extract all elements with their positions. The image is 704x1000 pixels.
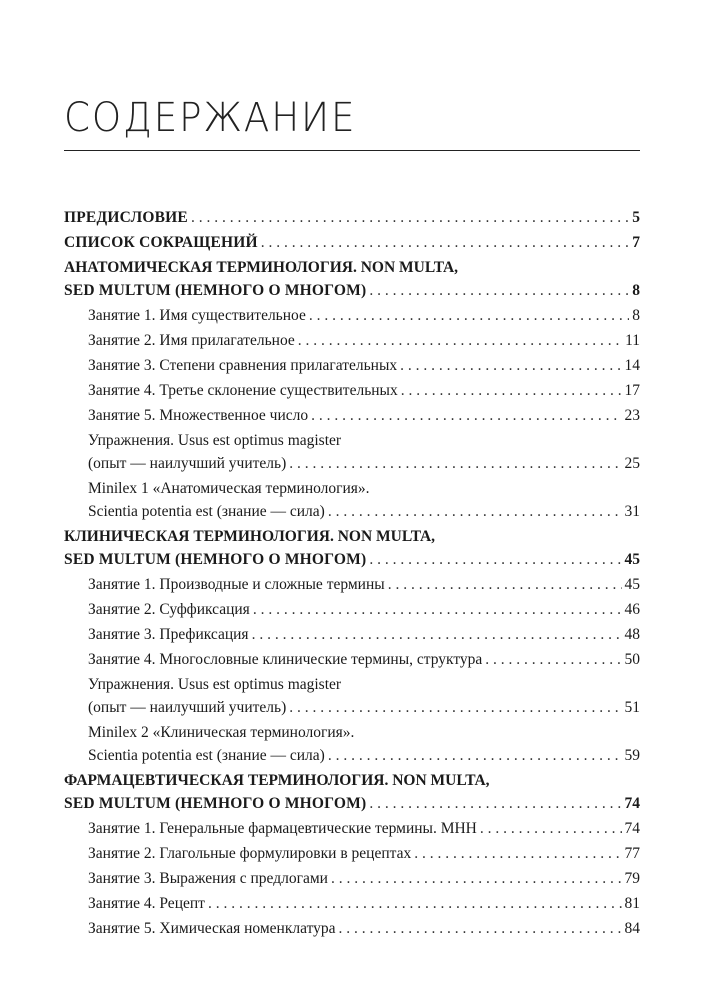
dot-leader: [388, 573, 622, 596]
dot-leader: [414, 842, 621, 865]
toc-subentry[interactable]: [88, 917, 640, 940]
toc-subentry[interactable]: [88, 721, 640, 767]
toc-section-entry[interactable]: [64, 231, 640, 254]
toc-entry-title: SED MULTUM (НЕМНОГО О МНОГОМ): [64, 282, 367, 299]
toc-subentry[interactable]: [88, 379, 640, 402]
dot-leader: [369, 792, 621, 815]
toc-subentry[interactable]: [88, 404, 640, 427]
toc-page-number: 14: [624, 357, 640, 374]
toc-subentry[interactable]: [88, 842, 640, 865]
dot-leader: [339, 917, 622, 940]
dot-leader: [328, 744, 622, 767]
toc-subentry[interactable]: [88, 477, 640, 523]
toc-entry-title: Занятие 3. Префиксация: [88, 626, 249, 643]
toc-page-number: 79: [624, 870, 640, 887]
dot-leader: [191, 206, 629, 229]
toc-subentry[interactable]: [88, 817, 640, 840]
toc-subentry[interactable]: [88, 623, 640, 646]
toc-page-number: 45: [624, 576, 640, 593]
toc-entry-title: Занятие 5. Множественное число: [88, 407, 309, 424]
dot-leader: [208, 892, 622, 915]
toc-entry-title-line: КЛИНИЧЕСКАЯ ТЕРМИНОЛОГИЯ. NON MULTA,: [64, 528, 436, 545]
toc-page-number: 7: [632, 234, 640, 251]
toc-entry-title: ПРЕДИСЛОВИЕ: [64, 209, 188, 226]
toc-entry-title-line: АНАТОМИЧЕСКАЯ ТЕРМИНОЛОГИЯ. NON MULTA,: [64, 259, 459, 276]
toc-entry-title: SED MULTUM (НЕМНОГО О МНОГОМ): [64, 551, 367, 568]
title-rule: [64, 150, 640, 151]
toc-entry-title: SED MULTUM (НЕМНОГО О МНОГОМ): [64, 795, 367, 812]
toc-subentry[interactable]: [88, 648, 640, 671]
table-of-contents: [64, 206, 640, 942]
dot-leader: [328, 500, 622, 523]
dot-leader: [369, 548, 621, 571]
dot-leader: [252, 623, 622, 646]
toc-entry-title: СПИСОК СОКРАЩЕНИЙ: [64, 234, 258, 251]
toc-entry-title: Занятие 4. Рецепт: [88, 895, 205, 912]
dot-leader: [309, 304, 629, 327]
toc-entry-title: Занятие 4. Третье склонение существительных: [88, 382, 398, 399]
toc-page-number: 46: [624, 601, 640, 618]
toc-entry-title: Занятие 3. Выражения с предлогами: [88, 870, 328, 887]
dot-leader: [289, 696, 621, 719]
dot-leader: [401, 379, 622, 402]
toc-page-number: 84: [624, 920, 640, 937]
toc-page-number: 8: [632, 307, 640, 324]
toc-section-entry[interactable]: [64, 769, 640, 815]
dot-leader: [289, 452, 621, 475]
toc-page-number: 5: [632, 209, 640, 226]
toc-entry-title: Занятие 2. Суффиксация: [88, 601, 250, 618]
toc-subentry[interactable]: [88, 673, 640, 719]
page-title: СОДЕРЖАНИЕ: [64, 95, 357, 141]
toc-page-number: 31: [624, 503, 640, 520]
toc-entry-title: Занятие 1. Имя существительное: [88, 307, 306, 324]
dot-leader: [369, 279, 629, 302]
dot-leader: [331, 867, 622, 890]
toc-page-number: 48: [624, 626, 640, 643]
toc-page-number: 74: [624, 795, 640, 812]
toc-page-number: 81: [624, 895, 640, 912]
toc-page-number: 45: [624, 551, 640, 568]
toc-entry-title: Занятие 3. Степени сравнения прилагательных: [88, 357, 398, 374]
toc-page-number: 11: [625, 332, 640, 349]
toc-entry-title: Занятие 5. Химическая номенклатура: [88, 920, 336, 937]
toc-subentry[interactable]: [88, 429, 640, 475]
toc-subentry[interactable]: [88, 892, 640, 915]
toc-entry-title: Занятие 1. Производные и сложные термины: [88, 576, 385, 593]
dot-leader: [485, 648, 621, 671]
toc-page-number: 77: [624, 845, 640, 862]
toc-subentry[interactable]: [88, 304, 640, 327]
toc-page-number: 8: [632, 282, 640, 299]
toc-entry-title: Занятие 4. Многословные клинические термины, структура: [88, 651, 483, 668]
dot-leader: [261, 231, 629, 254]
toc-entry-title-line: Minilex 1 «Анатомическая терминология».: [88, 480, 370, 497]
dot-leader: [298, 329, 622, 352]
toc-page-number: 74: [624, 820, 640, 837]
toc-entry-title: (опыт — наилучший учитель): [88, 455, 287, 472]
toc-section-entry[interactable]: [64, 525, 640, 571]
toc-entry-title: Scientia potentia est (знание — сила): [88, 503, 325, 520]
toc-page-number: 51: [624, 699, 640, 716]
toc-section-entry[interactable]: [64, 256, 640, 302]
toc-page-number: 25: [624, 455, 640, 472]
toc-subentry[interactable]: [88, 329, 640, 352]
dot-leader: [253, 598, 622, 621]
toc-entry-title: Scientia potentia est (знание — сила): [88, 747, 325, 764]
toc-entry-title: (опыт — наилучший учитель): [88, 699, 287, 716]
toc-page-number: 50: [624, 651, 640, 668]
dot-leader: [311, 404, 621, 427]
toc-entry-title: Занятие 2. Глагольные формулировки в рецептах: [88, 845, 412, 862]
toc-subentry[interactable]: [88, 598, 640, 621]
toc-subentry[interactable]: [88, 573, 640, 596]
toc-entry-title-line: ФАРМАЦЕВТИЧЕСКАЯ ТЕРМИНОЛОГИЯ. NON MULTA,: [64, 772, 490, 789]
toc-entry-title-line: Упражнения. Usus est optimus magister: [88, 676, 342, 693]
toc-section-entry[interactable]: [64, 206, 640, 229]
toc-subentry[interactable]: [88, 354, 640, 377]
toc-page-number: 23: [624, 407, 640, 424]
toc-entry-title: Занятие 1. Генеральные фармацевтические термины. МНН: [88, 820, 477, 837]
toc-entry-title: Занятие 2. Имя прилагательное: [88, 332, 295, 349]
dot-leader: [400, 354, 621, 377]
toc-page-number: 17: [624, 382, 640, 399]
toc-entry-title-line: Minilex 2 «Клиническая терминология».: [88, 724, 355, 741]
toc-entry-title-line: Упражнения. Usus est optimus magister: [88, 432, 342, 449]
toc-subentry[interactable]: [88, 867, 640, 890]
toc-page-number: 59: [624, 747, 640, 764]
dot-leader: [480, 817, 622, 840]
